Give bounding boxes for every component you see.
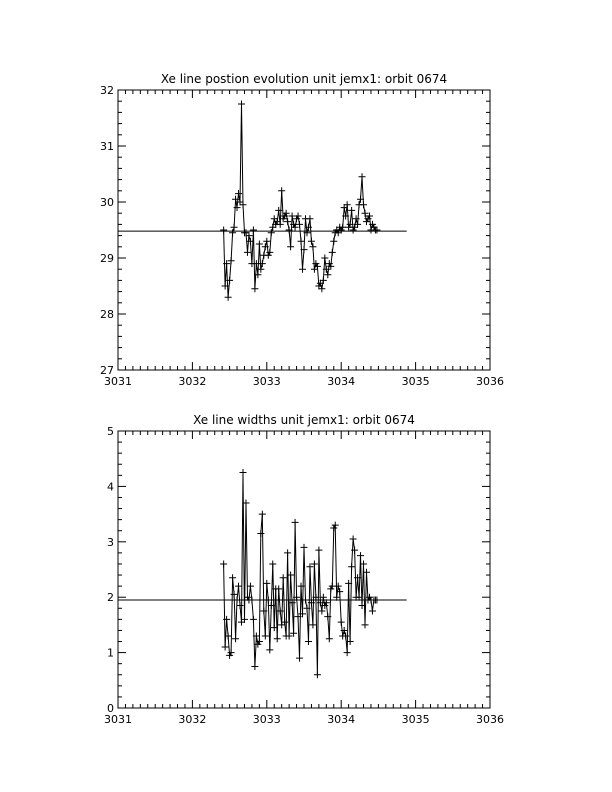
data-point <box>278 187 285 194</box>
data-point <box>235 583 242 590</box>
data-point <box>262 632 269 639</box>
data-point <box>239 469 246 476</box>
data-point <box>299 266 306 273</box>
y-tick-label: 32 <box>100 84 114 97</box>
x-tick-label: 3033 <box>252 375 281 388</box>
data-point <box>329 249 336 256</box>
data-point <box>287 243 294 250</box>
y-tick-label: 27 <box>100 364 114 377</box>
data-point <box>251 285 258 292</box>
data-point <box>335 583 342 590</box>
data-point <box>357 552 364 559</box>
chart-title: Xe line postion evolution unit jemx1: orbit 0674 <box>160 72 448 86</box>
chart-title: Xe line widths unit jemx1: orbit 0674 <box>193 413 415 427</box>
data-point <box>350 536 357 543</box>
data-point <box>296 655 303 662</box>
data-point <box>257 530 264 537</box>
data-point <box>314 671 321 678</box>
data-point <box>318 608 325 615</box>
data-point <box>237 602 244 609</box>
x-tick-label: 3032 <box>178 375 207 388</box>
data-point <box>235 190 242 197</box>
data-point <box>280 574 287 581</box>
y-tick-label: 3 <box>107 535 114 549</box>
data-point <box>231 224 238 231</box>
data-point <box>321 255 328 262</box>
x-tick-label: 3034 <box>327 713 356 726</box>
data-point <box>268 229 275 236</box>
data-point <box>305 638 312 645</box>
series-line <box>224 104 377 297</box>
data-point <box>309 243 316 250</box>
data-point <box>292 519 299 526</box>
data-point <box>269 560 276 567</box>
y-tick-label: 28 <box>100 308 114 321</box>
data-point <box>231 591 238 598</box>
x-tick-label: 3031 <box>104 713 132 726</box>
y-tick-label: 29 <box>100 252 114 265</box>
y-tick-label: 2 <box>107 591 114 605</box>
data-point <box>232 635 239 642</box>
data-point <box>263 580 270 587</box>
y-tick-label: 30 <box>100 196 114 209</box>
data-point <box>259 511 266 518</box>
y-tick-label: 31 <box>100 140 114 153</box>
data-point <box>220 227 227 234</box>
data-point <box>247 583 254 590</box>
y-tick-label: 4 <box>107 480 114 494</box>
plot-frame <box>118 431 490 708</box>
plot-frame <box>118 90 490 370</box>
data-point <box>263 238 270 245</box>
x-tick-label: 3031 <box>104 375 132 388</box>
data-point <box>301 544 308 551</box>
data-point <box>359 173 366 180</box>
data-point <box>308 238 315 245</box>
x-tick-label: 3035 <box>401 713 430 726</box>
data-point <box>348 207 355 214</box>
data-point <box>274 635 281 642</box>
x-tick-label: 3036 <box>476 713 504 726</box>
y-tick-label: 1 <box>107 646 114 660</box>
data-point <box>244 249 251 256</box>
data-point <box>362 621 369 628</box>
data-point <box>222 644 229 651</box>
data-point <box>251 663 258 670</box>
data-point <box>369 608 376 615</box>
data-point <box>306 215 313 222</box>
data-point <box>250 616 257 623</box>
data-point <box>326 635 333 642</box>
data-point <box>238 101 245 108</box>
data-point <box>324 271 331 278</box>
data-point <box>266 646 273 653</box>
y-tick-label: 5 <box>107 425 114 438</box>
data-point <box>225 294 232 301</box>
data-point <box>348 563 355 570</box>
data-point <box>250 227 257 234</box>
x-tick-label: 3033 <box>252 713 281 726</box>
position-plot <box>100 72 504 388</box>
x-tick-label: 3034 <box>327 375 356 388</box>
data-point <box>360 201 367 208</box>
data-point <box>344 649 351 656</box>
data-point <box>373 596 380 603</box>
data-point <box>298 238 305 245</box>
width-plot <box>104 413 504 726</box>
data-point <box>256 241 263 248</box>
data-point <box>330 238 337 245</box>
y-tick-label: 0 <box>107 702 114 715</box>
data-point <box>315 547 322 554</box>
data-point <box>229 229 236 236</box>
x-tick-label: 3035 <box>401 375 430 388</box>
x-tick-label: 3032 <box>178 713 207 726</box>
data-point <box>229 574 236 581</box>
data-point <box>338 619 345 626</box>
data-point <box>309 621 316 628</box>
data-point <box>220 560 227 567</box>
x-tick-label: 3036 <box>476 375 504 388</box>
data-point <box>284 549 291 556</box>
